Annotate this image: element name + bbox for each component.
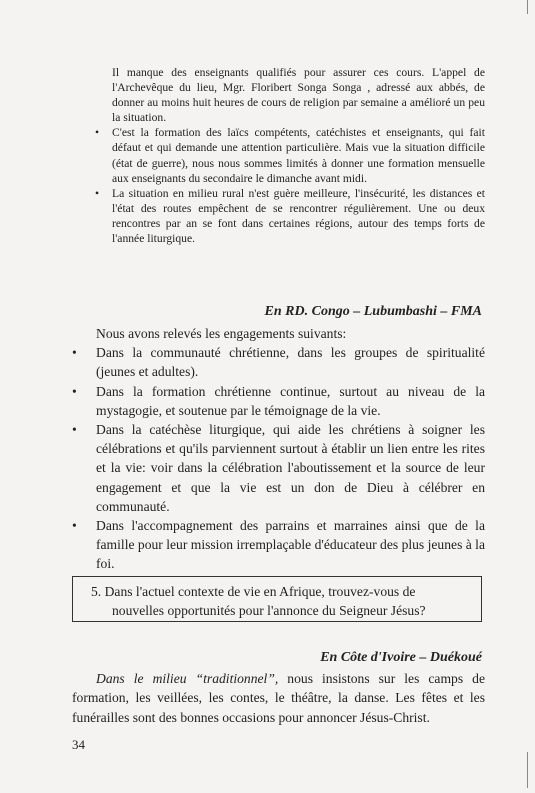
list-item: • Dans la catéchèse liturgique, qui aide les chrétiens à soigner les célébrations et qu'ils parviennent surtout à établir un lien entre les rites et la vie: voir dans la célébration l'aboutissement et la source de leur engagement et que la vie est un don de Dieu à célébrer en communauté. [72,422,485,514]
section-heading: En RD. Congo – Lubumbashi – FMA [264,304,482,319]
bullet-list [95,125,485,246]
bullet-icon: • [72,422,77,438]
italic-phrase: Dans le milieu “traditionnel”, [96,671,279,686]
section-continuation [95,65,485,246]
question-line: nouvelles opportunités pour l'annonce du Seigneur Jésus? [112,603,426,618]
bullet-list [72,343,485,573]
question-box [72,576,482,622]
page-number: 34 [72,737,85,752]
bullet-icon: • [95,126,100,140]
list-item: • Dans l'accompagnement des parrains et marraines ainsi que de la famille pour leur mission irremplaçable d'éducateur des plus jeunes à la foi. [72,518,485,572]
bullet-icon: • [72,383,77,399]
page-edge-mark [527,0,528,14]
bullet-icon: • [72,518,77,534]
paragraph: Dans le milieu “traditionnel”, nous insistons sur les camps de formation, les veillées, les contes, le théâtre, la danse. Les fêtes et les funérailles sont des bonnes occasions pour annoncer Jésus-Christ. [72,671,485,725]
section-body [72,324,485,574]
page-edge-mark [527,752,528,788]
paragraph: Il manque des enseignants qualifiés pour assurer ces cours. L'appel de l'Archevêque du lieu, Mgr. Floribert Songa Songa , adressé aux abbés, de donner au moins huit heures de cours de religion par semaine a amélioré un peu la situation. [112,66,485,125]
list-item: • Dans la communauté chrétienne, dans les groupes de spiritualité (jeunes et adultes). [72,345,485,380]
question-line: 5. Dans l'actuel contexte de vie en Afrique, trouvez-vous de [91,584,416,599]
list-item: • Dans la formation chrétienne continue, surtout au niveau de la mystagogie, et soutenue par le témoignage de la vie. [72,383,485,418]
paragraph: Nous avons relevés les engagements suivants: [96,326,347,341]
bullet-icon: • [95,186,100,200]
bullet-icon: • [72,345,77,361]
section-heading: En Côte d'Ivoire – Duékoué [320,650,482,665]
section-body [72,669,485,727]
list-item: • C'est la formation des laïcs compétents, catéchistes et enseignants, qui fait défaut et qui demande une attention particulière. Mais vue la situation difficile (état de guerre), nous nous sommes limités à donner une formation mensuelle aux enseignants du secondaire le dimanche avant midi. [95,126,485,185]
list-item: • La situation en milieu rural n'est guère meilleure, l'insécurité, les distances et l'état des routes empêchent de se rencontrer régulièrement. Une ou deux rencontres par an se font dans certaines régions, autour des temps forts de l'année liturgique. [95,186,485,246]
